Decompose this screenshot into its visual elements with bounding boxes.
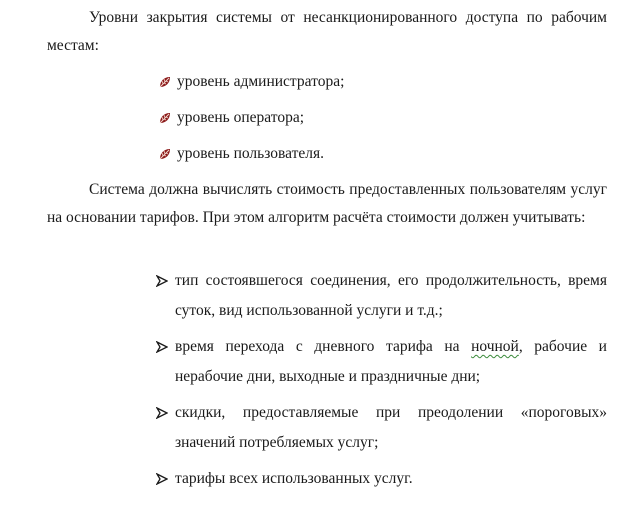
arrow-bullet-icon bbox=[156, 407, 168, 419]
leaf-bullet-icon bbox=[158, 75, 172, 89]
list-item-text: уровень администратора; bbox=[177, 73, 345, 90]
list-item-text: уровень пользователя. bbox=[177, 145, 325, 162]
spellcheck-marked-word: ночной bbox=[471, 338, 519, 355]
list-item-text: тарифы всех использованных услуг. bbox=[175, 470, 413, 487]
list-item bbox=[158, 68, 344, 104]
list-item bbox=[156, 398, 607, 458]
list-item bbox=[158, 104, 344, 140]
list-item-text: скидки, предоставляемые при преодолении «пороговых» значений потребляемых услуг; bbox=[175, 404, 607, 451]
list-item bbox=[156, 266, 607, 326]
leaf-bullet-icon bbox=[158, 147, 172, 161]
list-item bbox=[156, 332, 607, 392]
access-levels-list bbox=[158, 68, 344, 176]
arrow-bullet-icon bbox=[156, 473, 168, 485]
list-item-text: уровень оператора; bbox=[177, 109, 305, 126]
arrow-bullet-icon bbox=[156, 275, 168, 287]
algorithm-paragraph: Система должна вычислять стоимость предоставленных пользователям услуг на основании тарифов. При этом алгоритм расчёта стоимости должен учитывать: bbox=[47, 181, 607, 226]
list-item-text: тип состоявшегося соединения, его продолжительность, время суток, вид использованной услуги и т.д.; bbox=[175, 272, 607, 319]
list-item bbox=[156, 464, 607, 494]
arrow-bullet-icon bbox=[156, 341, 168, 353]
leaf-bullet-icon bbox=[158, 111, 172, 125]
intro-paragraph: Уровни закрытия системы от несанкционированного доступа по рабочим местам: bbox=[47, 9, 607, 54]
list-item-text: время перехода с дневного тарифа на ночной, рабочие и нерабочие дни, выходные и праздничные дни; bbox=[175, 338, 607, 385]
cost-factors-list bbox=[156, 266, 607, 500]
list-item bbox=[158, 140, 344, 176]
